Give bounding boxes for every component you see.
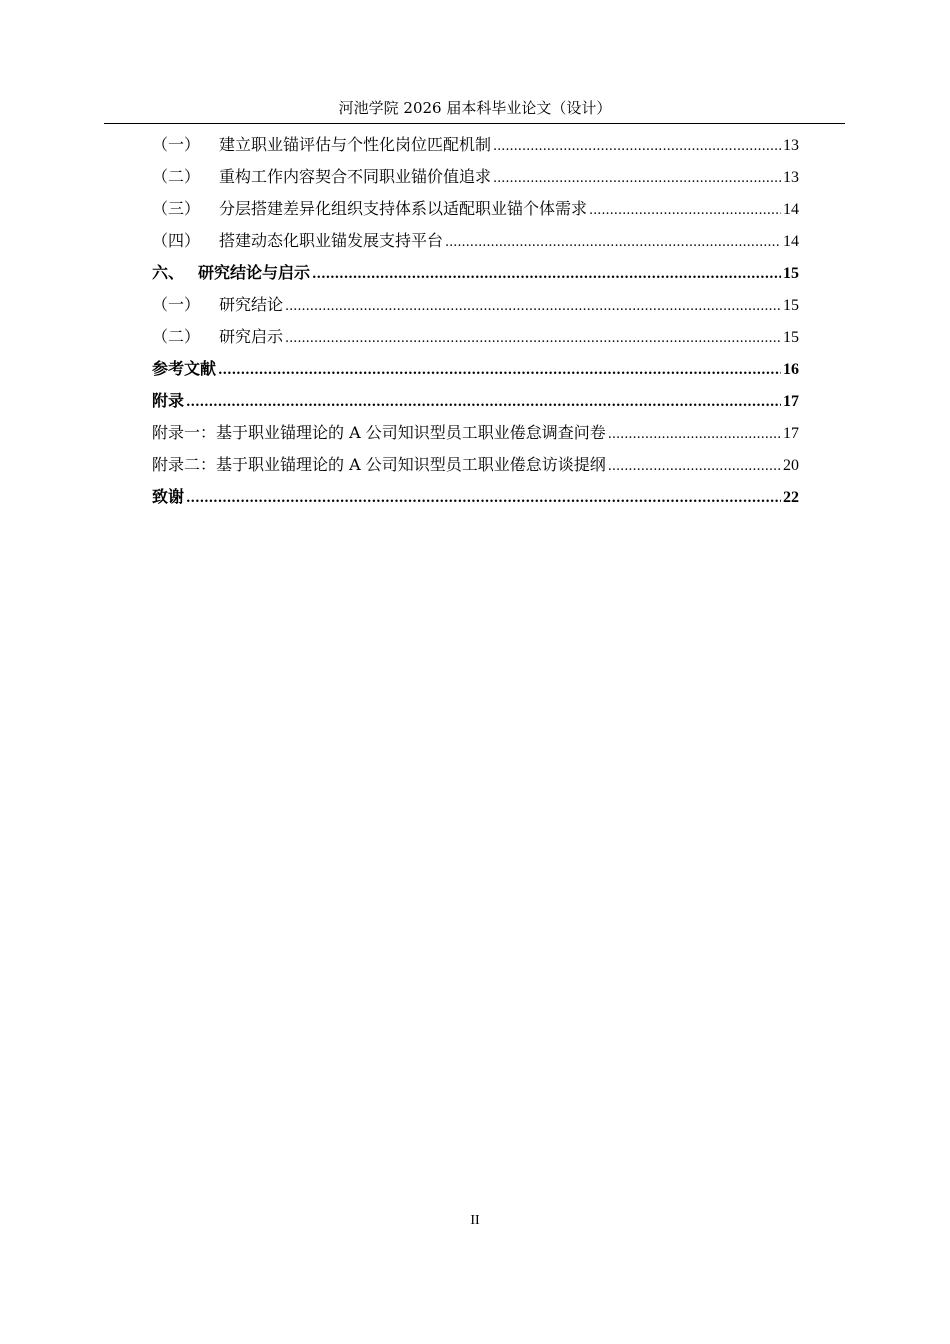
toc-entry[interactable] [152,321,799,353]
toc-dot-leader [493,163,781,195]
toc-entry[interactable] [152,161,799,193]
toc-entry-title: 研究结论与启示 [198,263,311,282]
toc-entry[interactable] [152,193,799,225]
toc-entry-title: 致谢 [152,487,185,506]
toc-entry-title: 研究结论 [219,295,284,314]
toc-dot-leader [285,291,781,323]
toc-entry-title: 建立职业锚评估与个性化岗位匹配机制 [219,135,492,154]
toc-entry-page: 13 [783,137,799,154]
toc-entry-page: 22 [783,489,799,506]
toc-entry-number: （二） [152,327,201,346]
toc-entry[interactable] [152,289,799,321]
toc-dot-leader [493,131,781,163]
toc-entry-page: 15 [783,329,799,346]
toc-dot-leader [186,483,781,515]
toc-entry-page: 15 [783,265,799,282]
header-divider [104,123,845,124]
page-number: II [470,1213,480,1228]
toc-dot-leader [285,323,781,355]
toc-entry-title: 重构工作内容契合不同职业锚价值追求 [219,167,492,186]
toc-entry[interactable] [152,225,799,257]
toc-entry-chapter[interactable] [152,353,799,385]
toc-entry-page: 20 [783,457,799,474]
toc-entry-number: （四） [152,231,201,250]
toc-entry-title: 附录一：基于职业锚理论的 A 公司知识型员工职业倦怠调查问卷 [152,423,606,442]
toc-entry-page: 14 [783,201,799,218]
toc-entry-number: （三） [152,199,201,218]
toc-dot-leader [608,451,781,483]
table-of-contents [152,129,799,513]
toc-entry-title: 参考文献 [152,359,217,378]
toc-dot-leader [312,259,781,291]
toc-entry-title: 附录 [152,391,185,410]
toc-dot-leader [218,355,781,387]
toc-entry-number: （二） [152,167,201,186]
toc-entry-title: 搭建动态化职业锚发展支持平台 [219,231,444,250]
toc-entry-title: 附录二：基于职业锚理论的 A 公司知识型员工职业倦怠访谈提纲 [152,455,606,474]
toc-entry[interactable] [152,129,799,161]
toc-entry-chapter[interactable] [152,385,799,417]
toc-dot-leader [589,195,781,227]
toc-entry[interactable] [152,417,799,449]
toc-entry-number: （一） [152,135,201,154]
toc-dot-leader [445,227,781,259]
toc-entry-page: 15 [783,297,799,314]
toc-entry-title: 研究启示 [219,327,284,346]
toc-entry-page: 16 [783,361,799,378]
toc-entry-title: 分层搭建差异化组织支持体系以适配职业锚个体需求 [219,199,588,218]
toc-entry[interactable] [152,449,799,481]
toc-entry-page: 14 [783,233,799,250]
toc-entry-number: 六、 [152,263,185,282]
toc-entry-page: 13 [783,169,799,186]
toc-entry-number: （一） [152,295,201,314]
toc-entry-chapter[interactable] [152,481,799,513]
toc-entry-chapter[interactable] [152,257,799,289]
page-header: 河池学院 2026 届本科毕业论文（设计） [338,99,612,117]
toc-entry-page: 17 [783,393,799,410]
toc-dot-leader [608,419,781,451]
toc-dot-leader [186,387,781,419]
toc-entry-page: 17 [783,425,799,442]
